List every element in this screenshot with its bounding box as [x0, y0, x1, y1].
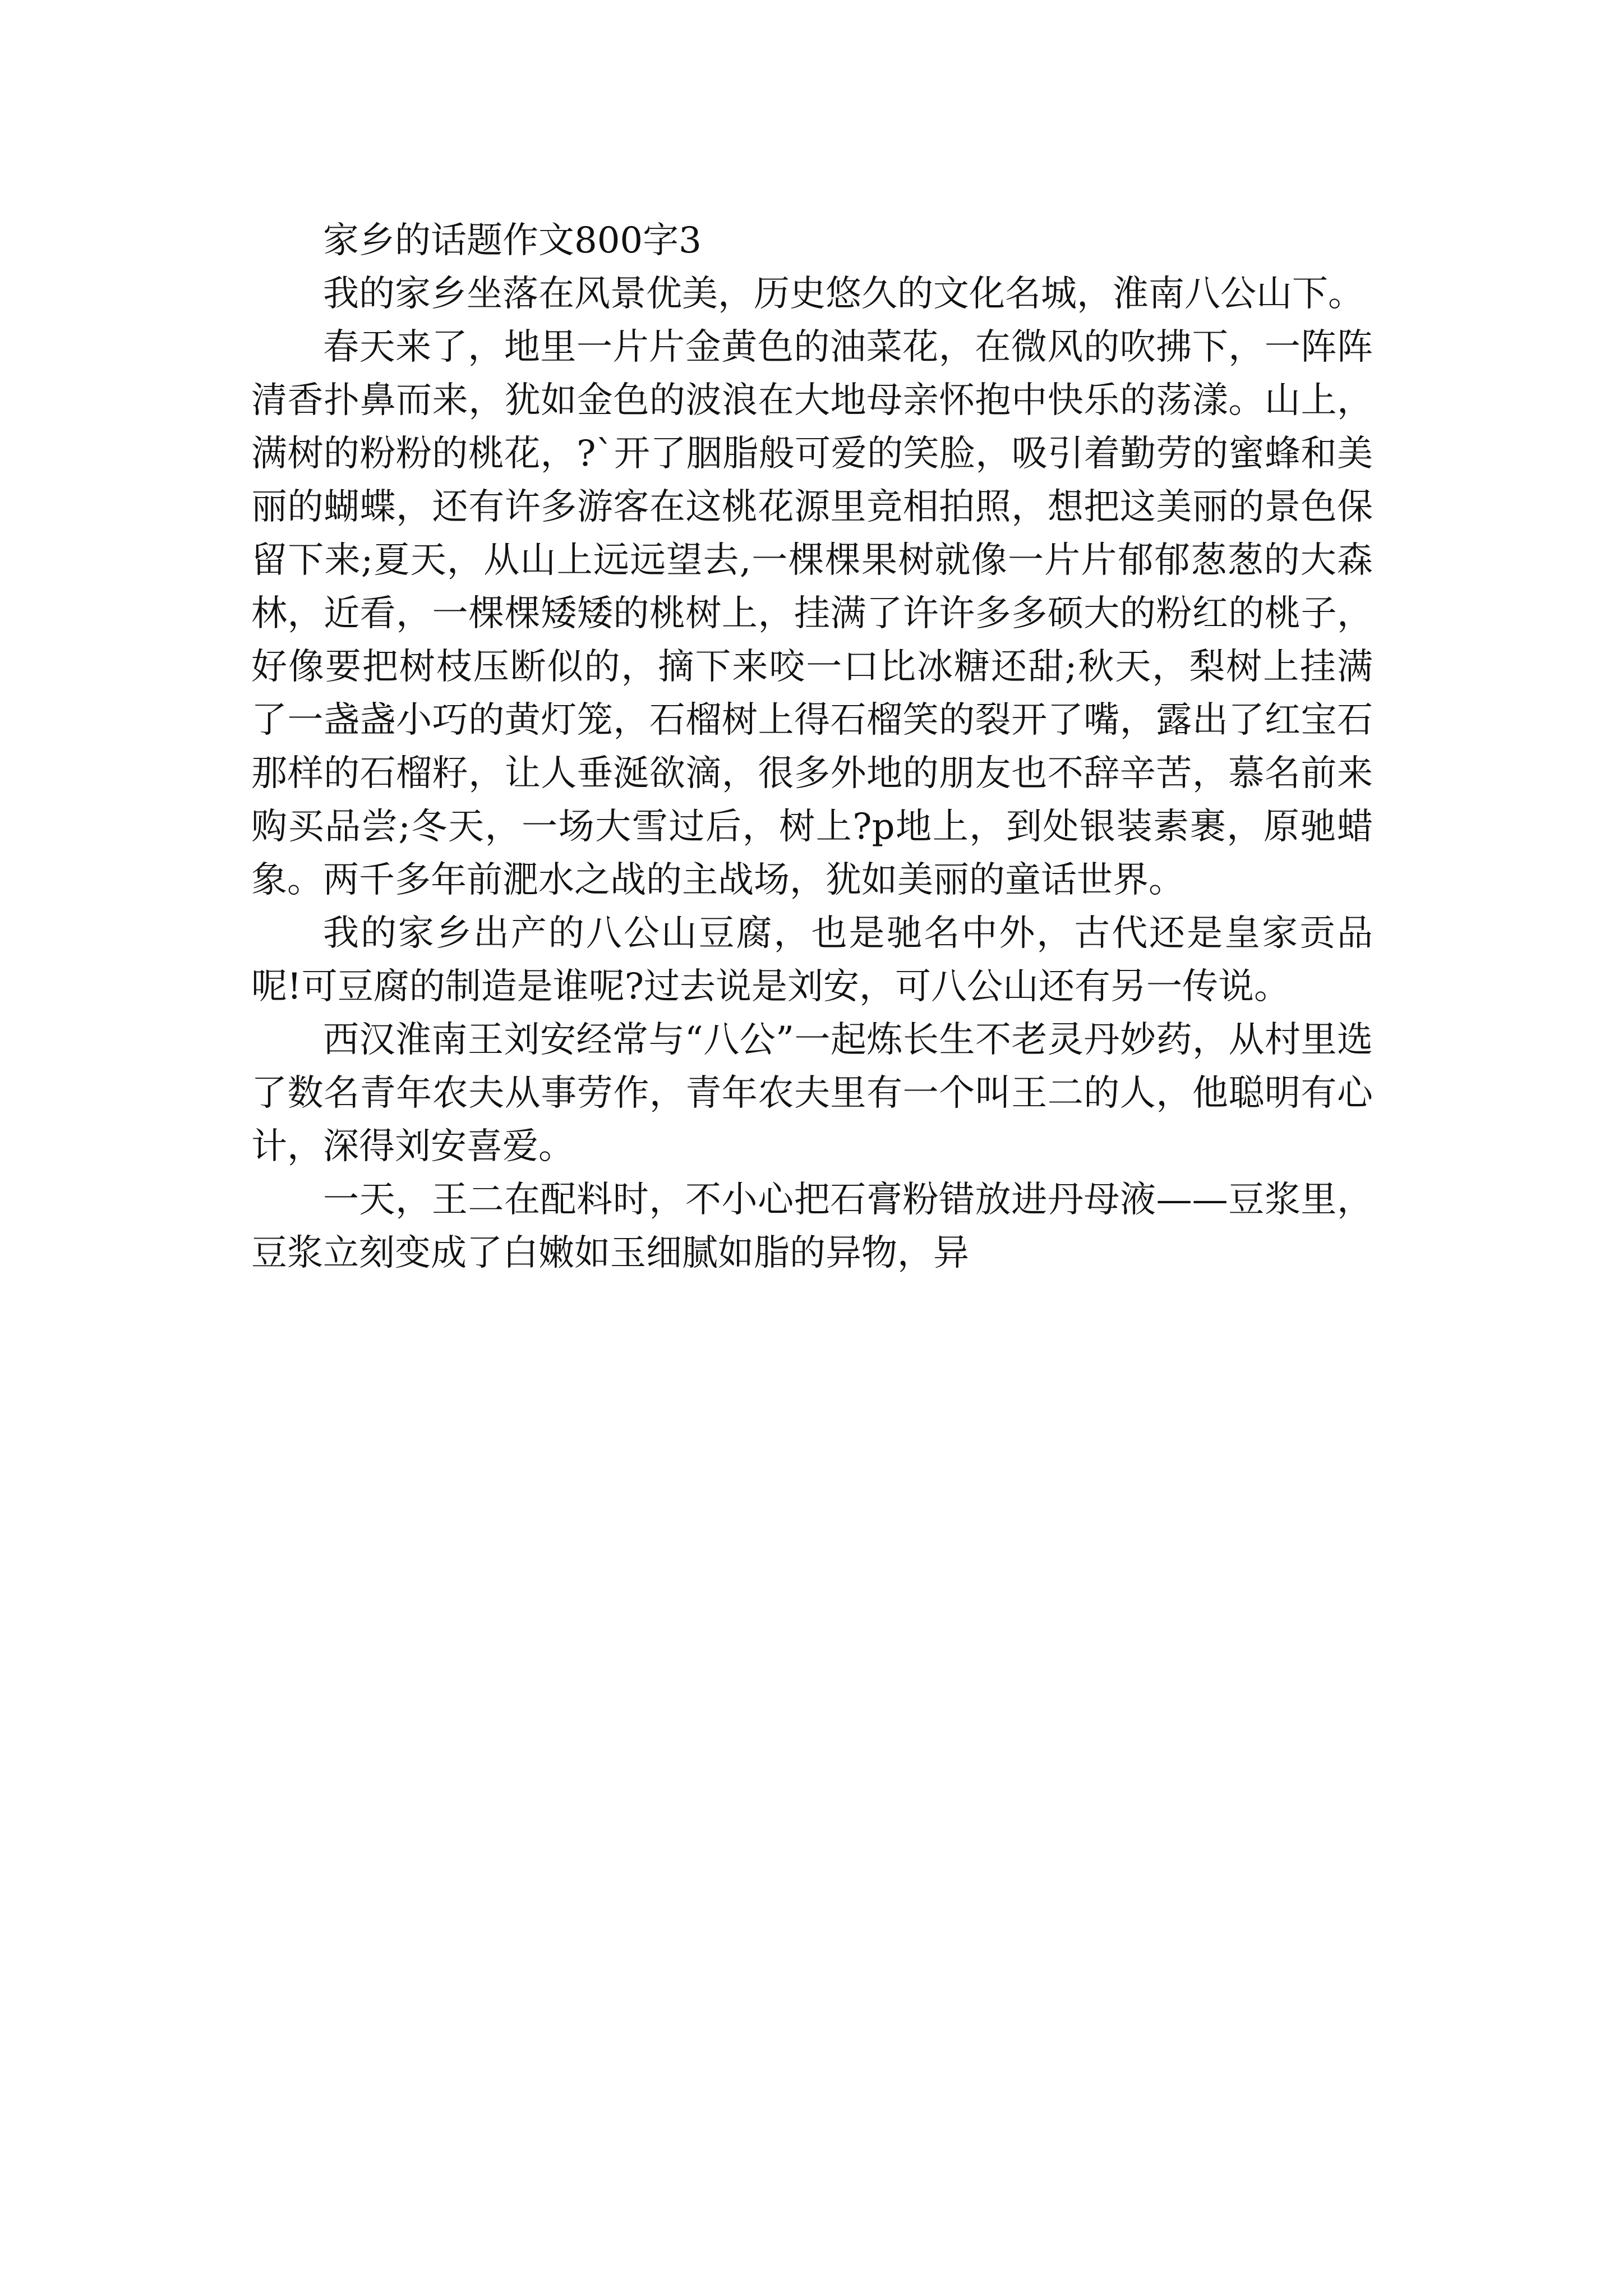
document-body — [251, 214, 1373, 1280]
paragraph-seasons: 春天来了，地里一片片金黄色的油菜花，在微风的吹拂下，一阵阵清香扑鼻而来，犹如金色的波浪在大地母亲怀抱中快乐的荡漾。山上，满树的粉粉的桃花，?`开了胭脂般可爱的笑脸，吸引着勤劳的蜜蜂和美丽的蝴蝶，还有许多游客在这桃花源里竞相拍照，想把这美丽的景色保留下来;夏天，从山上远远望去,一棵棵果树就像一片片郁郁葱葱的大森林，近看，一棵棵矮矮的桃树上，挂满了许许多多硕大的粉红的桃子，好像要把树枝压断似的，摘下来咬一口比冰糖还甜;秋天，梨树上挂满了一盏盏小巧的黄灯笼，石榴树上得石榴笑的裂开了嘴，露出了红宝石那样的石榴籽，让人垂涎欲滴，很多外地的朋友也不辞辛苦，慕名前来购买品尝;冬天，一场大雪过后，树上?p地上，到处银装素裹，原驰蜡象。两千多年前淝水之战的主战场，犹如美丽的童话世界。 — [251, 326, 1373, 901]
paragraph-tofu: 我的家乡出产的八公山豆腐，也是驰名中外，古代还是皇家贡品呢!可豆腐的制造是谁呢?过去说是刘安，可八公山还有另一传说。 — [251, 913, 1373, 1007]
document-title: 家乡的话题作文800字3 — [323, 220, 702, 261]
paragraph-liuan: 西汉淮南王刘安经常与“八公”一起炼长生不老灵丹妙药，从村里选了数名青年农夫从事劳作，青年农夫里有一个叫王二的人，他聪明有心计，深得刘安喜爱。 — [251, 1019, 1373, 1167]
paragraph-intro: 我的家乡坐落在风景优美，历史悠久的文化名城，淮南八公山下。 — [323, 273, 1364, 315]
paragraph-wanger: 一天，王二在配料时，不小心把石膏粉错放进丹母液——豆浆里，豆浆立刻变成了白嫩如玉细腻如脂的异物，异 — [251, 1179, 1373, 1274]
